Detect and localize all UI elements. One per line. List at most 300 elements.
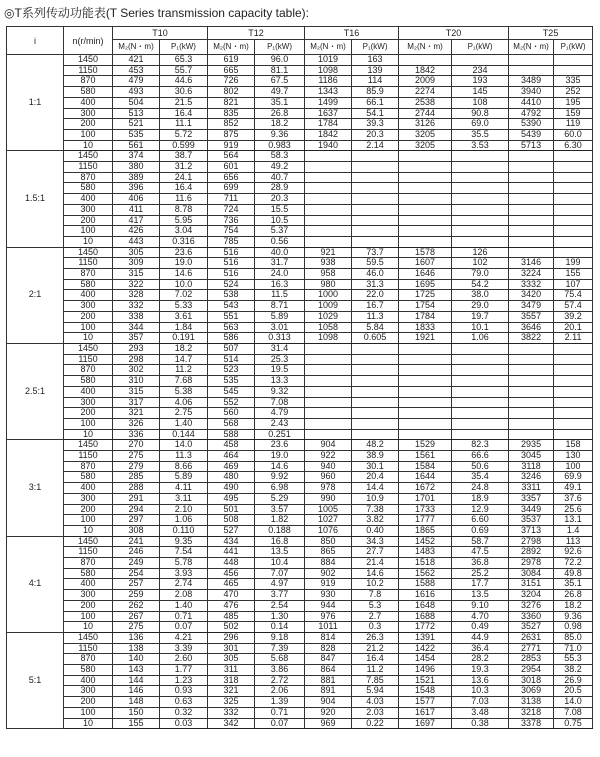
speed-cell: 870: [64, 461, 113, 472]
value-cell: [509, 408, 554, 419]
table-row: [7, 108, 593, 119]
value-cell: 19.0: [160, 258, 208, 269]
value-cell: 802: [208, 87, 255, 98]
table-row: [7, 65, 593, 76]
value-cell: 847: [305, 654, 352, 665]
value-cell: 36.4: [452, 643, 509, 654]
ratio-cell: 5:1: [7, 632, 64, 728]
value-cell: [352, 194, 399, 205]
table-row: [7, 600, 593, 611]
speed-cell: 1150: [64, 65, 113, 76]
model-header-t10: T10: [113, 27, 208, 40]
value-cell: 1454: [399, 654, 452, 665]
value-cell: 100: [554, 461, 593, 472]
value-cell: 699: [208, 183, 255, 194]
value-cell: 0.07: [255, 718, 305, 729]
value-cell: 1.30: [255, 611, 305, 622]
value-cell: 342: [208, 718, 255, 729]
value-cell: 25.6: [554, 504, 593, 515]
value-cell: 978: [305, 483, 352, 494]
value-cell: 1672: [399, 483, 452, 494]
speed-cell: 100: [64, 129, 113, 140]
value-cell: 3138: [509, 697, 554, 708]
capacity-table: [6, 26, 593, 729]
value-cell: 143: [113, 665, 160, 676]
value-cell: 374: [113, 151, 160, 162]
speed-cell: 870: [64, 172, 113, 183]
value-cell: 24.0: [255, 269, 305, 280]
value-cell: 7.08: [255, 397, 305, 408]
value-cell: [509, 418, 554, 429]
table-row: [7, 547, 593, 558]
speed-cell: 10: [64, 140, 113, 151]
value-cell: 4.79: [255, 408, 305, 419]
value-cell: 322: [113, 279, 160, 290]
speed-cell: 100: [64, 322, 113, 333]
speed-cell: 100: [64, 611, 113, 622]
speed-cell: 1150: [64, 354, 113, 365]
value-cell: 521: [113, 119, 160, 130]
value-cell: 5.38: [160, 386, 208, 397]
power-header: P₁(kW): [452, 40, 509, 55]
value-cell: [305, 386, 352, 397]
speed-cell: 870: [64, 269, 113, 280]
value-cell: 3069: [509, 686, 554, 697]
value-cell: 16.7: [352, 301, 399, 312]
value-cell: 1577: [399, 697, 452, 708]
value-cell: 9.35: [160, 536, 208, 547]
value-cell: 1921: [399, 333, 452, 344]
value-cell: 538: [208, 290, 255, 301]
value-cell: [305, 343, 352, 354]
table-row: [7, 418, 593, 429]
value-cell: 960: [305, 472, 352, 483]
value-cell: 308: [113, 525, 160, 536]
value-cell: 1725: [399, 290, 452, 301]
speed-cell: 10: [64, 236, 113, 247]
value-cell: 0.599: [160, 140, 208, 151]
value-cell: 158: [554, 440, 593, 451]
value-cell: 199: [554, 258, 593, 269]
table-row: [7, 279, 593, 290]
value-cell: 20.1: [554, 322, 593, 333]
speed-cell: 300: [64, 204, 113, 215]
value-cell: 2771: [509, 643, 554, 654]
value-cell: 18.2: [255, 119, 305, 130]
table-row: [7, 236, 593, 247]
value-cell: 1584: [399, 461, 452, 472]
value-cell: 46.0: [352, 269, 399, 280]
table-row: [7, 333, 593, 344]
value-cell: [305, 365, 352, 376]
table-row: [7, 429, 593, 440]
value-cell: 20.5: [554, 686, 593, 697]
value-cell: 7.38: [352, 504, 399, 515]
value-cell: 976: [305, 611, 352, 622]
table-row: [7, 440, 593, 451]
value-cell: 1842: [305, 129, 352, 140]
value-cell: [399, 354, 452, 365]
value-cell: 85.0: [554, 632, 593, 643]
value-cell: 24.8: [452, 483, 509, 494]
value-cell: [554, 65, 593, 76]
value-cell: 241: [113, 536, 160, 547]
value-cell: 443: [113, 236, 160, 247]
value-cell: [509, 183, 554, 194]
value-cell: [352, 354, 399, 365]
value-cell: 10.3: [452, 686, 509, 697]
speed-cell: 580: [64, 376, 113, 387]
value-cell: 3420: [509, 290, 554, 301]
value-cell: 148: [113, 697, 160, 708]
value-cell: 3646: [509, 322, 554, 333]
value-cell: 69.9: [554, 472, 593, 483]
value-cell: 1754: [399, 301, 452, 312]
value-cell: [305, 194, 352, 205]
value-cell: 49.2: [255, 162, 305, 173]
table-row: [7, 365, 593, 376]
value-cell: 884: [305, 558, 352, 569]
value-cell: [554, 194, 593, 205]
value-cell: 9.36: [255, 129, 305, 140]
value-cell: [452, 151, 509, 162]
value-cell: 3.61: [160, 311, 208, 322]
table-row: [7, 172, 593, 183]
value-cell: 139: [352, 65, 399, 76]
speed-cell: 100: [64, 515, 113, 526]
value-cell: [554, 365, 593, 376]
speed-cell: 1450: [64, 247, 113, 258]
value-cell: [305, 162, 352, 173]
value-cell: [305, 376, 352, 387]
table-row: [7, 483, 593, 494]
table-row: [7, 129, 593, 140]
value-cell: 16.3: [255, 279, 305, 290]
value-cell: [509, 55, 554, 66]
value-cell: 3537: [509, 515, 554, 526]
value-cell: 19.7: [452, 311, 509, 322]
value-cell: [399, 162, 452, 173]
value-cell: 305: [208, 654, 255, 665]
table-row: [7, 408, 593, 419]
value-cell: 904: [305, 440, 352, 451]
value-cell: 19.3: [452, 665, 509, 676]
value-cell: 8.78: [160, 204, 208, 215]
value-cell: 441: [208, 547, 255, 558]
value-cell: 1.77: [160, 665, 208, 676]
value-cell: 14.0: [554, 697, 593, 708]
value-cell: 2853: [509, 654, 554, 665]
value-cell: 119: [554, 119, 593, 130]
value-cell: [305, 418, 352, 429]
value-cell: 0.63: [160, 697, 208, 708]
value-cell: [509, 162, 554, 173]
value-cell: 275: [113, 622, 160, 633]
value-cell: 411: [113, 204, 160, 215]
value-cell: 2631: [509, 632, 554, 643]
value-cell: 67.5: [255, 76, 305, 87]
value-cell: 1784: [399, 311, 452, 322]
table-row: [7, 718, 593, 729]
value-cell: 318: [208, 675, 255, 686]
value-cell: 19.5: [255, 365, 305, 376]
speed-cell: 1450: [64, 632, 113, 643]
value-cell: 252: [554, 87, 593, 98]
speed-cell: 580: [64, 183, 113, 194]
value-cell: 0.144: [160, 429, 208, 440]
table-row: [7, 461, 593, 472]
value-cell: 60.0: [554, 129, 593, 140]
value-cell: 2978: [509, 558, 554, 569]
value-cell: 2.14: [352, 140, 399, 151]
value-cell: 31.7: [255, 258, 305, 269]
value-cell: [554, 429, 593, 440]
value-cell: 332: [208, 707, 255, 718]
value-cell: 18.2: [554, 600, 593, 611]
value-cell: 514: [208, 354, 255, 365]
value-cell: 3151: [509, 579, 554, 590]
value-cell: 1733: [399, 504, 452, 515]
value-cell: [554, 408, 593, 419]
value-cell: 315: [113, 386, 160, 397]
value-cell: 14.7: [160, 354, 208, 365]
value-cell: 71.0: [554, 643, 593, 654]
value-cell: 11.2: [352, 665, 399, 676]
value-cell: 193: [452, 76, 509, 87]
value-cell: [452, 343, 509, 354]
value-cell: 270: [113, 440, 160, 451]
value-cell: 7.39: [255, 643, 305, 654]
value-cell: 8.71: [255, 301, 305, 312]
value-cell: 1833: [399, 322, 452, 333]
value-cell: 7.02: [160, 290, 208, 301]
value-cell: 456: [208, 568, 255, 579]
value-cell: [554, 55, 593, 66]
table-row: [7, 707, 593, 718]
value-cell: 1019: [305, 55, 352, 66]
value-cell: 0.188: [255, 525, 305, 536]
speed-cell: 1150: [64, 258, 113, 269]
value-cell: 1688: [399, 611, 452, 622]
value-cell: [509, 172, 554, 183]
value-cell: [452, 194, 509, 205]
value-cell: [452, 215, 509, 226]
value-cell: 6.60: [452, 515, 509, 526]
value-cell: 1637: [305, 108, 352, 119]
value-cell: 2.06: [255, 686, 305, 697]
value-cell: 66.6: [452, 451, 509, 462]
value-cell: 20.4: [352, 472, 399, 483]
value-cell: 47.5: [452, 547, 509, 558]
table-row: [7, 119, 593, 130]
value-cell: 11.1: [160, 119, 208, 130]
value-cell: 1772: [399, 622, 452, 633]
value-cell: 1777: [399, 515, 452, 526]
value-cell: 3246: [509, 472, 554, 483]
value-cell: [352, 408, 399, 419]
value-cell: 4.21: [160, 632, 208, 643]
value-cell: 0.14: [255, 622, 305, 633]
value-cell: 11.3: [352, 311, 399, 322]
value-cell: 7.08: [554, 707, 593, 718]
value-cell: [305, 172, 352, 183]
value-cell: 317: [113, 397, 160, 408]
table-row: [7, 558, 593, 569]
value-cell: 6.30: [554, 140, 593, 151]
value-cell: 711: [208, 194, 255, 205]
value-cell: [452, 162, 509, 173]
value-cell: 0.313: [255, 333, 305, 344]
value-cell: 516: [208, 247, 255, 258]
value-cell: 3713: [509, 525, 554, 536]
speed-cell: 300: [64, 108, 113, 119]
value-cell: 1784: [305, 119, 352, 130]
speed-cell: 580: [64, 87, 113, 98]
value-cell: 990: [305, 493, 352, 504]
value-cell: 6.98: [255, 483, 305, 494]
value-cell: 17.7: [452, 579, 509, 590]
value-cell: 2.08: [160, 590, 208, 601]
value-cell: [509, 376, 554, 387]
value-cell: 1422: [399, 643, 452, 654]
value-cell: 0.38: [452, 718, 509, 729]
value-cell: 31.4: [255, 343, 305, 354]
value-cell: [352, 418, 399, 429]
value-cell: 7.54: [160, 547, 208, 558]
value-cell: 464: [208, 451, 255, 462]
speed-cell: 200: [64, 215, 113, 226]
speed-cell: 300: [64, 590, 113, 601]
value-cell: 5.68: [255, 654, 305, 665]
speed-cell: 200: [64, 408, 113, 419]
value-cell: 564: [208, 151, 255, 162]
value-cell: 11.5: [255, 290, 305, 301]
value-cell: 92.6: [554, 547, 593, 558]
value-cell: 4.11: [160, 483, 208, 494]
speed-cell: 300: [64, 397, 113, 408]
table-row: [7, 697, 593, 708]
value-cell: 69.0: [452, 119, 509, 130]
value-cell: 291: [113, 493, 160, 504]
value-cell: 1561: [399, 451, 452, 462]
speed-cell: 10: [64, 429, 113, 440]
value-cell: 1098: [305, 65, 352, 76]
value-cell: 736: [208, 215, 255, 226]
value-cell: 919: [305, 579, 352, 590]
value-cell: 921: [305, 247, 352, 258]
value-cell: 259: [113, 590, 160, 601]
value-cell: [305, 215, 352, 226]
value-cell: 5.89: [160, 472, 208, 483]
value-cell: 39.3: [352, 119, 399, 130]
value-cell: 55.3: [554, 654, 593, 665]
power-header: P₁(kW): [160, 40, 208, 55]
table-row: [7, 654, 593, 665]
value-cell: 421: [113, 55, 160, 66]
value-cell: 3126: [399, 119, 452, 130]
value-cell: 54.1: [352, 108, 399, 119]
speed-cell: 10: [64, 718, 113, 729]
speed-cell: 400: [64, 194, 113, 205]
value-cell: [554, 354, 593, 365]
value-cell: 3360: [509, 611, 554, 622]
ratio-header: i: [7, 27, 64, 55]
value-cell: 2.11: [554, 333, 593, 344]
value-cell: 144: [113, 675, 160, 686]
value-cell: 0.251: [255, 429, 305, 440]
value-cell: 904: [305, 697, 352, 708]
value-cell: 0.605: [352, 333, 399, 344]
value-cell: 48.2: [352, 440, 399, 451]
value-cell: 38.9: [352, 451, 399, 462]
value-cell: 14.6: [352, 568, 399, 579]
power-header: P₁(kW): [352, 40, 399, 55]
value-cell: 298: [113, 354, 160, 365]
value-cell: 155: [113, 718, 160, 729]
ratio-cell: 1:1: [7, 55, 64, 151]
value-cell: 79.0: [452, 269, 509, 280]
value-cell: 38.2: [554, 665, 593, 676]
speed-cell: 200: [64, 504, 113, 515]
table-row: [7, 579, 593, 590]
value-cell: 26.9: [554, 675, 593, 686]
value-cell: 508: [208, 515, 255, 526]
table-row: [7, 536, 593, 547]
value-cell: 944: [305, 600, 352, 611]
value-cell: 21.4: [352, 558, 399, 569]
value-cell: 7.85: [352, 675, 399, 686]
value-cell: 568: [208, 418, 255, 429]
value-cell: 40.0: [255, 247, 305, 258]
value-cell: 302: [113, 365, 160, 376]
table-row: [7, 354, 593, 365]
value-cell: 5390: [509, 119, 554, 130]
value-cell: 3357: [509, 493, 554, 504]
value-cell: [554, 397, 593, 408]
value-cell: 1009: [305, 301, 352, 312]
value-cell: [399, 204, 452, 215]
value-cell: 315: [113, 269, 160, 280]
value-cell: 14.4: [352, 483, 399, 494]
value-cell: 279: [113, 461, 160, 472]
speed-cell: 870: [64, 76, 113, 87]
table-title: [4, 3, 309, 23]
value-cell: 504: [113, 97, 160, 108]
value-cell: [399, 343, 452, 354]
value-cell: 16.4: [160, 108, 208, 119]
value-cell: 930: [305, 590, 352, 601]
value-cell: 28.2: [452, 654, 509, 665]
value-cell: 2.54: [255, 600, 305, 611]
speed-cell: 200: [64, 119, 113, 130]
value-cell: [352, 429, 399, 440]
model-header-t12: T12: [208, 27, 305, 40]
value-cell: [452, 397, 509, 408]
value-cell: 126: [452, 247, 509, 258]
value-cell: 2.75: [160, 408, 208, 419]
value-cell: 321: [113, 408, 160, 419]
value-cell: [509, 65, 554, 76]
value-cell: 2538: [399, 97, 452, 108]
value-cell: 5439: [509, 129, 554, 140]
ratio-cell: 4:1: [7, 536, 64, 632]
value-cell: [352, 151, 399, 162]
model-header-t25: T25: [509, 27, 593, 40]
value-cell: [399, 151, 452, 162]
value-cell: [452, 183, 509, 194]
value-cell: 389: [113, 172, 160, 183]
value-cell: 102: [452, 258, 509, 269]
